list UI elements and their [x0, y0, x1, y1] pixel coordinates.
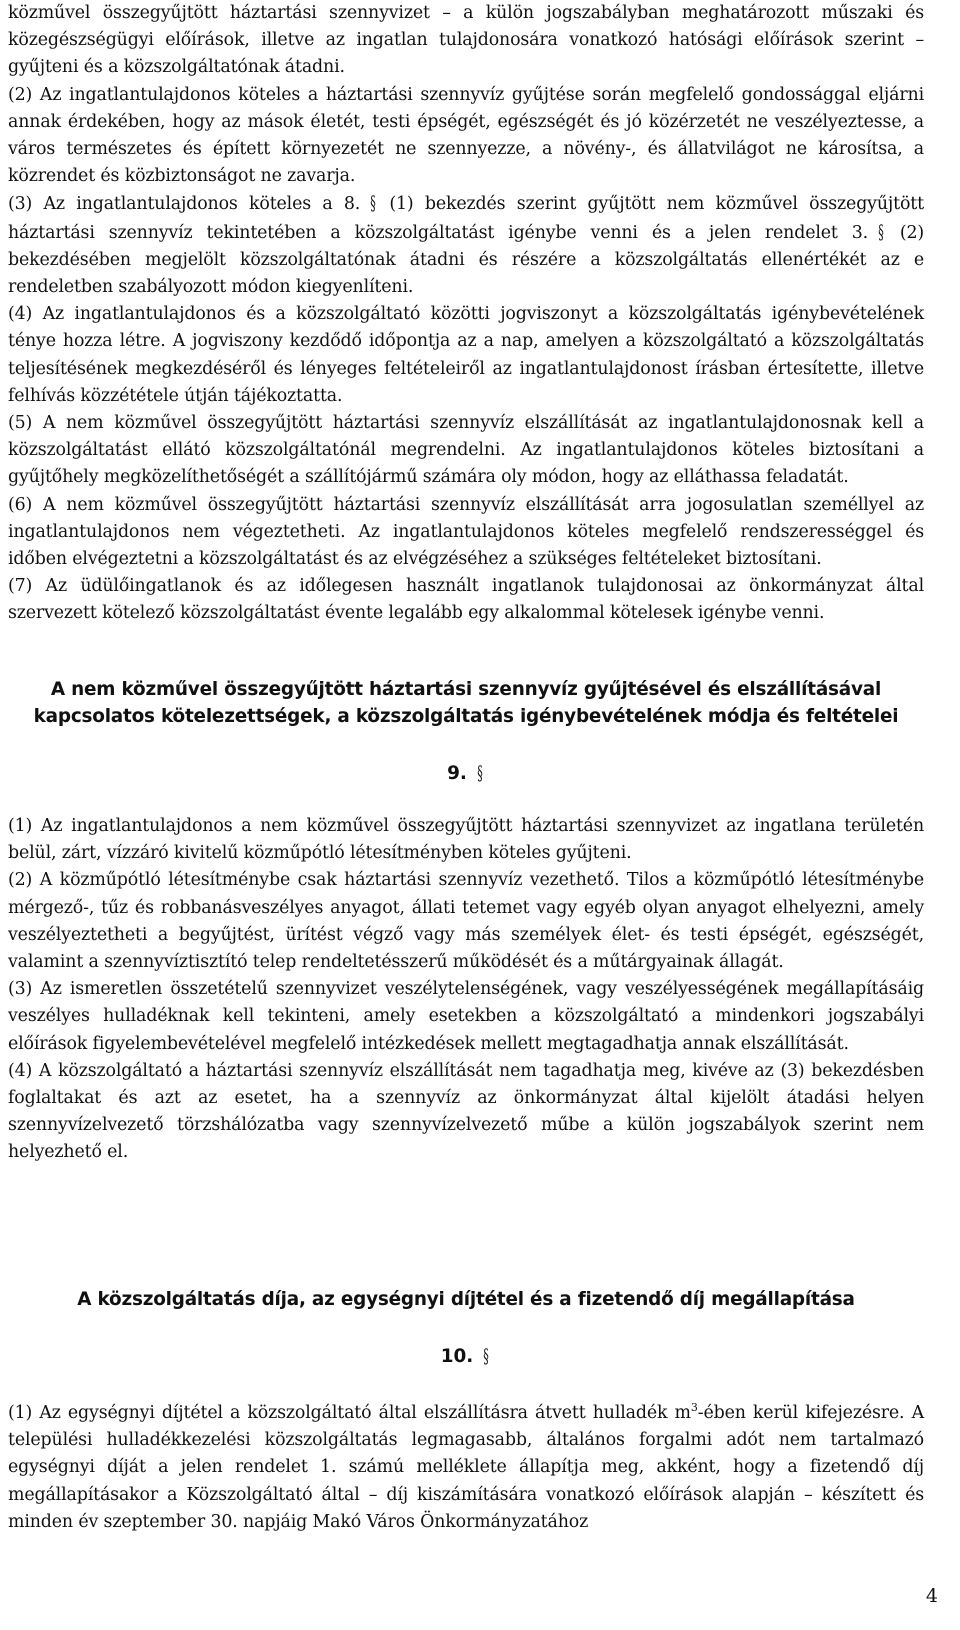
page-number: 4: [925, 1585, 938, 1607]
paragraph-8-7: (7) Az üdülőingatlanok és az időlegesen használt ingatlanok tulajdonosai az önkormányzat által szervezett kötelező közszolgáltatást évente legalább egy alkalommal kötelesek igénybe venni.: [8, 576, 924, 624]
paragraph-8-3-part-b: (1) bekezdés szerint gyűjtött nem közművel összegyűjtött háztartási szennyvíz tekintetében a közszolgáltatást igénybe venni és a jelen rendelet 3.: [8, 194, 924, 243]
paragraph-8-3-part-c: (2) bekezdésében megjelölt közszolgáltatónak átadni és részére a közszolgáltatás ellenértékét az e rendeletben szabályozott módon kiegyenlíteni.: [8, 222, 924, 298]
section-8-continuation: [8, 0, 924, 628]
section-number: 10.: [440, 1346, 474, 1367]
paragraph-8-3-part-a: (3) Az ingatlantulajdonos köteles a 8.: [8, 194, 361, 215]
paragraph-8-6: (6) A nem közművel összegyűjtött háztartási szennyvíz elszállítását arra jogosulatlan személlyel az ingatlantulajdonos nem végeztetheti. Az ingatlantulajdonos köteles megfelelő rendszerességgel és időben elvégeztetni a közszolgáltatást és az elvégzéséhez a szükséges feltételeket biztosítani.: [8, 494, 924, 570]
section-sign-icon: §: [878, 219, 884, 244]
paragraph-9-2: (2) A közműpótló létesítménybe csak háztartási szennyvíz vezethető. Tilos a közműpótló létesítménybe mérgező-, tűz és robbanásveszélyes anyagot, állati tetemet vagy egyéb olyan anyagot elhelyezni, amely veszélyeztetheti a begyűjtést, ürítést végző vagy más személyek élet- és testi épségét, egészségét, valamint a szennyvíztisztító telep rendeltetésszerű működését és a műtárgyainak állagát.: [8, 870, 924, 973]
section-number-9: [8, 761, 924, 786]
section-heading-collection: [8, 676, 924, 730]
section-heading-fees: [8, 1286, 924, 1313]
superscript-3: 3: [690, 1401, 698, 1414]
paragraph-8-5: (5) A nem közművel összegyűjtött háztartási szennyvíz elszállítását az ingatlantulajdonosnak kell a közszolgáltatást ellátó közszolgáltatónál megrendelni. Az ingatlantulajdonos köteles biztosítani a gyűjtőhely megközelíthetőségét a szállítójármű számára oly módon, hogy az elláthassa feladatát.: [8, 413, 924, 488]
section-sign-icon: §: [483, 1344, 490, 1368]
section-sign-icon: §: [370, 191, 376, 216]
heading-line-1: A nem közművel összegyűjtött háztartási szennyvíz gyűjtésével és elszállításával: [50, 679, 882, 700]
section-10-body: [8, 1400, 924, 1536]
paragraph-9-1: (1) Az ingatlantulajdonos a nem közművel összegyűjtött háztartási szennyvizet az ingatlana területén belül, zárt, vízzáró kivitelű közműpótló létesítményben köteles gyűjteni.: [8, 816, 924, 864]
paragraph-10-1-part-b: -ében kerül kifejezésre. A települési hulladékkezelési közszolgáltatás legmagasabb, általános forgalmi adót nem tartalmazó egységnyi díját a jelen rendelet 1. számú melléklete állapítja meg, akként, hogy a fizetendő díj megállapításakor a Közszolgáltató által – díj kiszámítására vonatkozó előírások alapján – készített és minden év szeptember 30. napjáig Makó Város Önkormányzatához: [8, 1403, 924, 1532]
paragraph-9-3: (3) Az ismeretlen összetételű szennyvizet veszélytelenségének, vagy veszélyességének megállapításáig veszélyes hulladéknak kell tekinteni, amely esetekben a közszolgáltató a mindenkori jogszabályi előírások figyelembevételével megfelelő intézkedések mellett megtagadhatja annak elszállítását.: [8, 979, 924, 1054]
section-9-body: [8, 813, 924, 1167]
paragraph-10-1-part-a: (1) Az egységnyi díjtétel a közszolgáltató által elszállításra átvett hulladék m: [8, 1403, 691, 1423]
heading-line-1: A közszolgáltatás díja, az egységnyi díjtétel és a fizetendő díj megállapítása: [77, 1289, 855, 1310]
paragraph-10-1: [8, 1400, 924, 1536]
paragraph-8-4: (4) Az ingatlantulajdonos és a közszolgáltató közötti jogviszonyt a közszolgáltatás igénybevételének ténye hozza létre. A jogviszony kezdődő időpontja az a nap, amelyen a közszolgáltató a közszolgáltatás teljesítésének megkezdéséről és lényeges feltételeiről az ingatlantulajdonost írásban értesítette, illetve felhívás közzététele útján tájékoztatta.: [8, 304, 924, 406]
paragraph-8-3: [8, 190, 924, 301]
section-number: 9.: [447, 763, 467, 784]
paragraph-8-1-end: közművel összegyűjtött háztartási szennyvizet – a külön jogszabályban meghatározott műszaki és közegészségügyi előírások, illetve az ingatlan tulajdonosára vonatkozó hatósági előírások szerint – gyűjteni és a közszolgáltatónak átadni.: [8, 3, 924, 78]
paragraph-8-2: (2) Az ingatlantulajdonos köteles a háztartási szennyvíz gyűjtése során megfelelő gondossággal eljárni annak érdekében, hogy az mások életét, testi épségét, egészségét és jó közérzetét ne veszélyeztesse, a város természetes és épített környezetét ne szennyezze, a növény-, és állatvilágot ne károsítsa, a közrendet és közbiztonságot ne zavarja.: [8, 84, 924, 187]
section-number-10: [8, 1344, 924, 1369]
heading-line-2: kapcsolatos kötelezettségek, a közszolgáltatás igénybevételének módja és feltételei: [33, 706, 899, 727]
paragraph-9-4: (4) A közszolgáltató a háztartási szennyvíz elszállítását nem tagadhatja meg, kivéve az (3) bekezdésben foglaltakat és azt az esetet, ha a szennyvíz az önkormányzat által kijelölt átadási helyen szennyvízelvezető törzshálózatba vagy szennyvízelvezető műbe a külön jogszabályok szerint nem helyezhető el.: [8, 1060, 924, 1163]
section-sign-icon: §: [477, 761, 483, 785]
